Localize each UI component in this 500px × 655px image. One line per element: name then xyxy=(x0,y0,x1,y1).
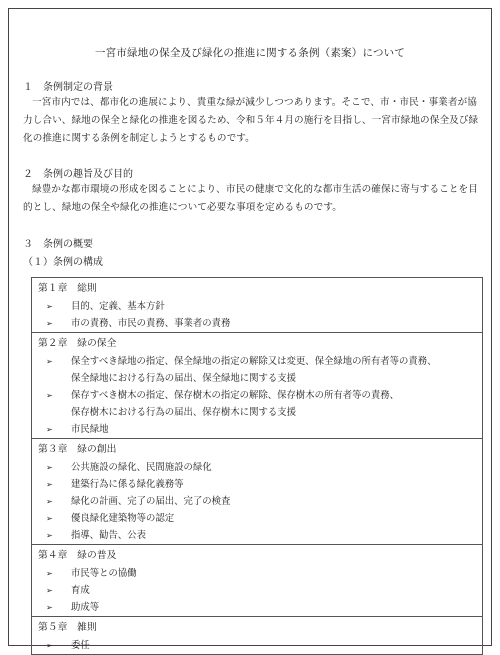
chapter-item-text: 市民等との協働 xyxy=(71,568,137,579)
chapter-item xyxy=(32,527,482,544)
arrow-bullet-icon: ➢ xyxy=(46,480,53,489)
chapter-item-text: 保存樹木における行為の届出、保存樹木に関する支援 xyxy=(71,407,297,418)
chapter-item xyxy=(32,421,482,438)
chapter-block xyxy=(32,278,482,333)
chapter-item-text: 委任 xyxy=(71,640,90,651)
arrow-bullet-icon: ➢ xyxy=(46,497,53,506)
chapter-item-text: 市の責務、市民の責務、事業者の責務 xyxy=(71,318,231,329)
arrow-bullet-icon: ➢ xyxy=(46,569,53,578)
section-3-subheading: （１）条例の構成 xyxy=(23,257,103,268)
section-1-paragraph: 一宮市内では、都市化の進展により、貴重な緑が減少しつつあります。そこで、市・市民・事業者が協力し合い、緑地の保全と緑化の推進を図るため、令和５年４月の施行を目指し、一宮市緑地の保全及び緑化の推進に関する条例を制定しようとするものです。 xyxy=(23,97,479,144)
chapter-block xyxy=(32,333,482,439)
arrow-bullet-icon: ➢ xyxy=(46,531,53,540)
chapter-item-text: 目的、定義、基本方針 xyxy=(71,301,165,312)
chapter-title: 第４章 緑の普及 xyxy=(38,550,117,561)
chapter-item-text: 建築行為に係る緑化義務等 xyxy=(71,479,184,490)
chapter-title: 第５章 雑則 xyxy=(38,622,97,633)
arrow-bullet-icon: ➢ xyxy=(46,586,53,595)
arrow-bullet-icon: ➢ xyxy=(46,357,53,366)
chapter-item xyxy=(32,315,482,332)
chapter-item-text: 指導、勧告、公表 xyxy=(71,530,147,541)
chapter-item-text: 優良緑化建築物等の認定 xyxy=(71,513,175,524)
chapter-item xyxy=(32,493,482,510)
chapter-block xyxy=(32,439,482,545)
chapter-item-text: 市民緑地 xyxy=(71,424,109,435)
chapter-item xyxy=(32,459,482,476)
chapter-item-text: 緑化の計画、完了の届出、完了の検査 xyxy=(71,496,231,507)
chapter-item xyxy=(32,599,482,616)
chapter-item xyxy=(32,387,482,421)
arrow-bullet-icon: ➢ xyxy=(46,391,53,400)
section-3-heading: ３ 条例の概要 xyxy=(23,239,93,250)
chapter-title: 第３章 緑の創出 xyxy=(38,444,117,455)
chapter-item-text: 助成等 xyxy=(71,602,100,613)
chapter-item xyxy=(32,565,482,582)
chapter-item xyxy=(32,637,482,654)
arrow-bullet-icon: ➢ xyxy=(46,514,53,523)
chapter-item-text: 育成 xyxy=(71,585,90,596)
chapter-item xyxy=(32,510,482,527)
ordinance-structure-table xyxy=(31,277,483,655)
section-2-heading: ２ 条例の趣旨及び目的 xyxy=(23,169,133,180)
arrow-bullet-icon: ➢ xyxy=(46,319,53,328)
arrow-bullet-icon: ➢ xyxy=(46,302,53,311)
document-title: 一宮市緑地の保全及び緑化の推進に関する条例（素案）について xyxy=(94,47,406,59)
section-2-paragraph: 緑豊かな都市環境の形成を図ることにより、市民の健康で文化的な都市生活の確保に寄与することを目的とし、緑地の保全や緑化の推進について必要な事項を定めるものです。 xyxy=(23,184,478,213)
chapter-block xyxy=(32,545,482,617)
arrow-bullet-icon: ➢ xyxy=(46,641,53,650)
arrow-bullet-icon: ➢ xyxy=(46,463,53,472)
chapter-item-text: 保全緑地における行為の届出、保全緑地に関する支援 xyxy=(71,373,297,384)
chapter-block xyxy=(32,617,482,654)
chapter-item xyxy=(32,582,482,599)
chapter-title: 第２章 緑の保全 xyxy=(38,338,117,349)
chapter-item xyxy=(32,353,482,387)
chapter-item xyxy=(32,298,482,315)
arrow-bullet-icon: ➢ xyxy=(46,603,53,612)
document-page xyxy=(8,8,492,651)
chapter-title: 第１章 総則 xyxy=(38,283,97,294)
chapter-item-text: 公共施設の緑化、民間施設の緑化 xyxy=(71,462,212,473)
chapter-item-text: 保全すべき緑地の指定、保全緑地の指定の解除又は変更、保全緑地の所有者等の責務、 xyxy=(71,356,437,367)
chapter-item-text: 保存すべき樹木の指定、保存樹木の指定の解除、保存樹木の所有者等の責務、 xyxy=(71,390,399,401)
arrow-bullet-icon: ➢ xyxy=(46,425,53,434)
chapter-item xyxy=(32,476,482,493)
section-1-heading: １ 条例制定の背景 xyxy=(23,82,113,93)
